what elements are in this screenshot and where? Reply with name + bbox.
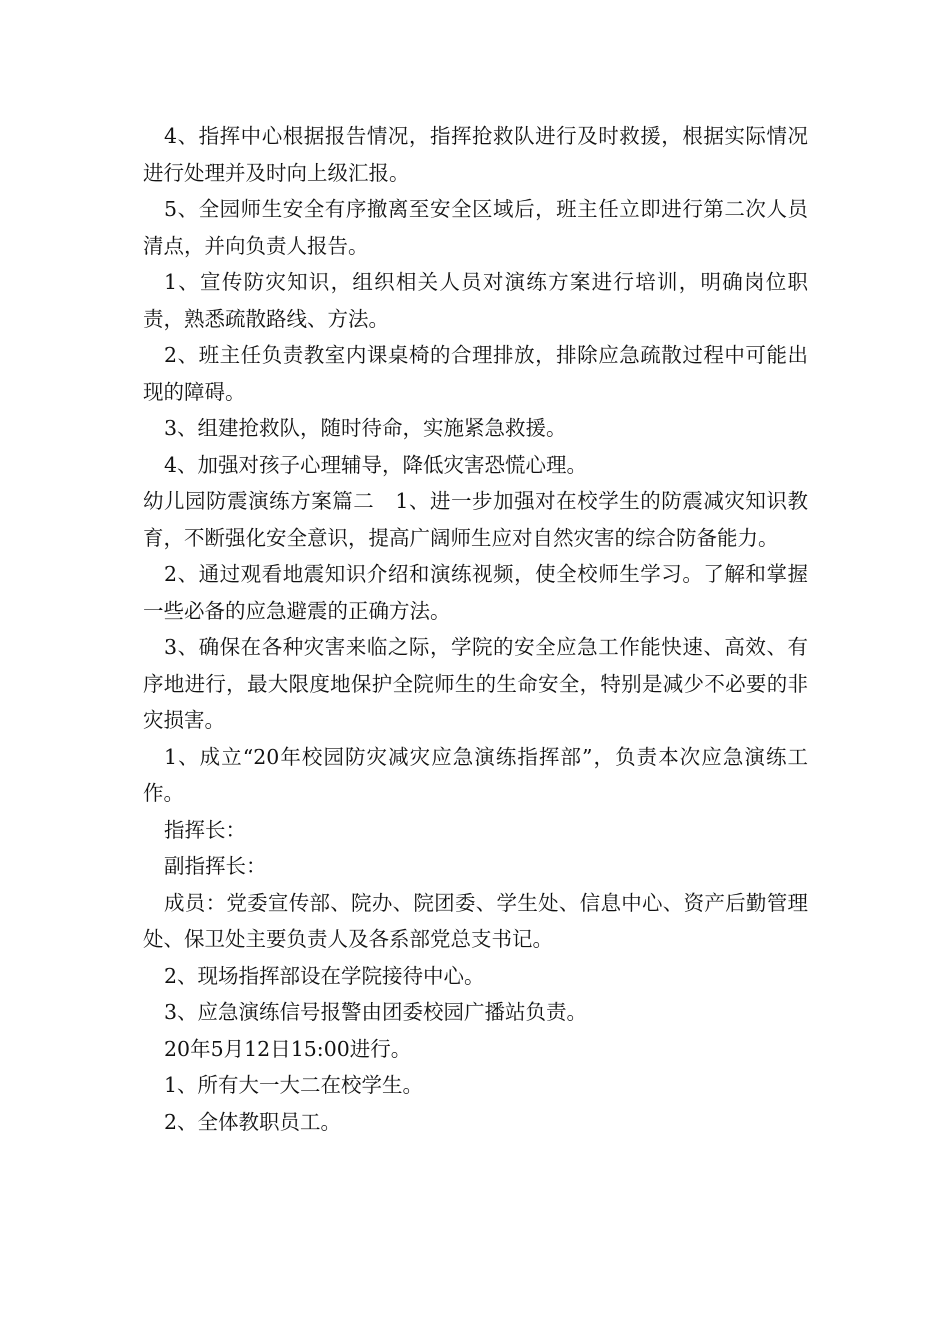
paragraph: 20年5月12日15:00进行。 xyxy=(164,1036,412,1061)
paragraph: 2、全体教职员工。 xyxy=(164,1109,342,1134)
paragraph: 1、宣传防灾知识，组织相关人员对演练方案进行培训，明确岗位职责，熟悉疏散路线、方法。 xyxy=(143,270,808,331)
paragraph: 5、全园师生安全有序撤离至安全区域后，班主任立即进行第二次人员清点，并向负责人报告。 xyxy=(143,197,808,258)
paragraph: 1、所有大一大二在校学生。 xyxy=(164,1073,424,1097)
paragraph: 成员：党委宣传部、院办、院团委、学生处、信息中心、资产后勤管理处、保卫处主要负责人及各系部党总支书记。 xyxy=(143,890,808,951)
paragraph: 副指挥长： xyxy=(164,854,267,878)
paragraph: 2、班主任负责教室内课桌椅的合理排放，排除应急疏散过程中可能出现的障碍。 xyxy=(143,343,808,404)
paragraph: 1、成立“20年校园防灾减灾应急演练指挥部”，负责本次应急演练工作。 xyxy=(143,744,808,805)
paragraph: 指挥长： xyxy=(164,817,246,842)
section-heading-paragraph: 幼儿园防震演练方案篇二 1、进一步加强对在校学生的防震减灾知识教育，不断强化安全意识，提高广阔师生应对自然灾害的综合防备能力。 xyxy=(143,489,808,550)
paragraph: 2、现场指挥部设在学院接待中心。 xyxy=(164,963,485,988)
paragraph: 3、应急演练信号报警由团委校园广播站负责。 xyxy=(164,1000,588,1024)
paragraph: 2、通过观看地震知识介绍和演练视频，使全校师生学习。了解和掌握一些必备的应急避震的正确方法。 xyxy=(143,562,808,623)
paragraph: 3、组建抢救队，随时待命，实施紧急救援。 xyxy=(164,416,567,440)
document-body xyxy=(143,118,808,1140)
paragraph: 4、指挥中心根据报告情况，指挥抢救队进行及时救援，根据实际情况进行处理并及时向上级汇报。 xyxy=(143,124,808,185)
paragraph: 4、加强对孩子心理辅导，降低灾害恐慌心理。 xyxy=(164,452,588,477)
paragraph: 3、确保在各种灾害来临之际，学院的安全应急工作能快速、高效、有序地进行，最大限度地保护全院师生的生命安全，特别是减少不必要的非灾损害。 xyxy=(143,635,808,732)
